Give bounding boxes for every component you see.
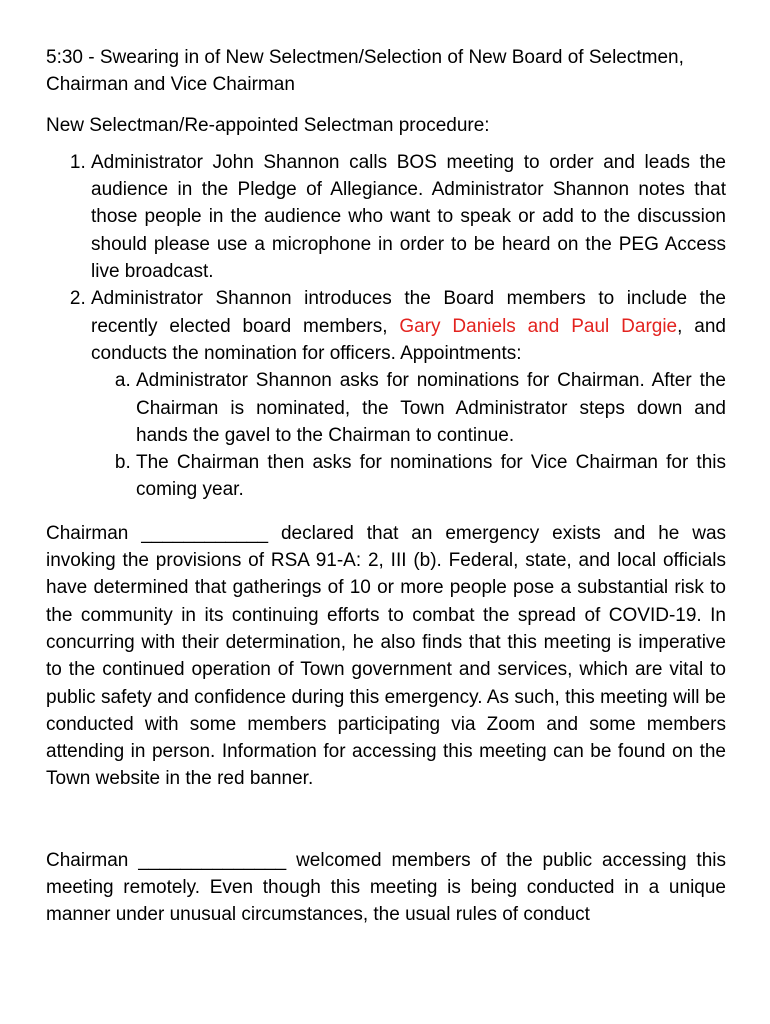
chairman-label: Chairman (46, 849, 129, 871)
welcome-paragraph (46, 847, 726, 929)
emergency-paragraph (46, 520, 726, 793)
list-item (91, 149, 726, 285)
step-1-text: Administrator John Shannon calls BOS meeting to order and leads the audience in the Pledge of Allegiance. Administrator Shannon notes that those people in the audience who want to speak or add to the discussion should please use a microphone in order to be heard on the PEG Access live broadcast. (91, 151, 726, 283)
step-2-text-after: , and conducts the nomination for officers. Appointments: (91, 315, 726, 364)
welcome-text: welcomed members of the public accessing this meeting remotely. Even though this meeting is being conducted in a unique manner under unusual circumstances, the usual rules of conduct (46, 849, 726, 926)
procedure-steps (46, 149, 726, 504)
substep-b-text: The Chairman then asks for nominations for Vice Chairman for this coming year. (136, 452, 726, 501)
elected-members-highlight: Gary Daniels and Paul Dargie (399, 315, 678, 337)
agenda-heading: 5:30 - Swearing in of New Selectmen/Selection of New Board of Selectmen, Chairman and Vice Chairman (46, 47, 684, 96)
chairman-name-blank: ______________ (138, 849, 287, 871)
list-item (91, 285, 726, 503)
chairman-name-blank: ____________ (141, 522, 269, 544)
list-item (136, 367, 726, 449)
appointment-substeps (91, 367, 726, 503)
emergency-text: declared that an emergency exists and he was invoking the provisions of RSA 91-A: 2, III (b). Federal, state, and local officials have determined that gatherings of 10 or more people pose a substantial risk to the community in its continuing efforts to combat the spread of COVID-19. In concurring with their determination, he also finds that this meeting is imperative to the continued operation of Town government and services, which are vital to public safety and confidence during this emergency. As such, this meeting will be conducted with some members participating via Zoom and some members attending in person. Information for accessing this meeting can be found on the Town website in the red banner. (46, 522, 727, 790)
document-page (46, 44, 726, 929)
substep-a-text: Administrator Shannon asks for nominations for Chairman. After the Chairman is nominated, the Town Administrator steps down and hands the gavel to the Chairman to continue. (136, 370, 726, 446)
chairman-label: Chairman (46, 522, 129, 544)
step-2-text-before: Administrator Shannon introduces the Board members to include the recently elected board members, (91, 288, 726, 337)
procedure-title: New Selectman/Re-appointed Selectman procedure: (46, 114, 490, 136)
list-item (136, 449, 726, 504)
